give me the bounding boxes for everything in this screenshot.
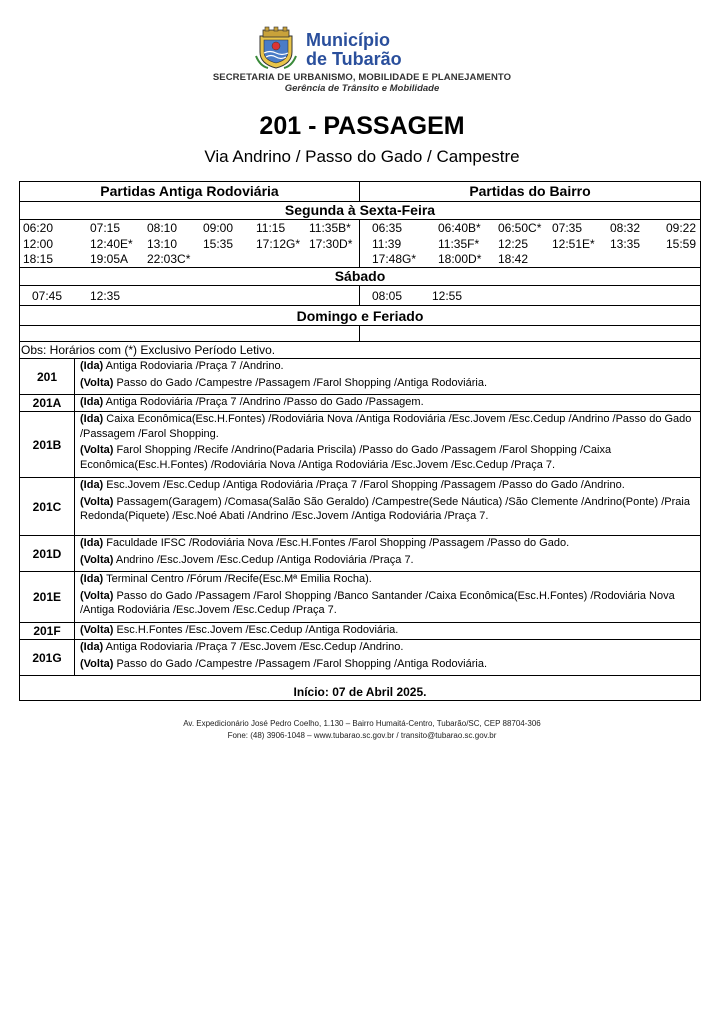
- time-cell: 22:03C*: [147, 252, 191, 266]
- sunday-times: [20, 326, 700, 342]
- time-cell: 09:00: [203, 221, 234, 235]
- page-footer: [0, 718, 724, 742]
- time-cell: 18:42: [498, 252, 529, 266]
- route-direction: (Volta): [80, 376, 114, 389]
- schedule-table: [19, 181, 701, 701]
- time-cell: 17:30D*: [309, 236, 353, 251]
- route-row: [20, 412, 700, 478]
- sunday-title: Domingo e Feriado: [20, 306, 700, 326]
- route-description: [80, 395, 696, 410]
- column-divider: [359, 220, 360, 267]
- route-stops: Esc.H.Fontes /Esc.Jovem /Esc.Cedup /Antiga Rodoviária.: [113, 624, 399, 636]
- time-cell: 17:12G*: [256, 236, 301, 251]
- time-cell: 11:35F*: [438, 236, 480, 251]
- time-cell: 08:10: [147, 221, 178, 235]
- route-stops: Passo do Gado /Passagem /Farol Shopping /Banco Santander /Caixa Econômica(Esc.H.Fontes) /Rodoviária Nova /Antiga Rodoviária /Esc.Jovem /Esc.Cedup /Praça 7.: [80, 589, 675, 616]
- time-cell: 15:59: [666, 236, 697, 251]
- route-row: [20, 478, 700, 536]
- table-header-row: [20, 182, 700, 202]
- route-line: [80, 657, 696, 672]
- route-direction: (Ida): [80, 641, 104, 653]
- time-cell: 12:55: [432, 289, 463, 303]
- weekday-title: Segunda à Sexta-Feira: [20, 202, 700, 220]
- route-direction: (Ida): [80, 537, 104, 549]
- time-cell: 12:40E*: [90, 236, 133, 251]
- route-stops: Antiga Rodoviária /Praça 7 /Andrino /Passo do Gado /Passagem.: [103, 396, 424, 408]
- time-cell: 19:05A: [90, 252, 129, 266]
- route-code: 201A: [20, 395, 75, 411]
- gerencia-title: Gerência de Trânsito e Mobilidade: [284, 83, 440, 94]
- route-direction: (Volta): [80, 657, 114, 670]
- route-code: 201G: [20, 640, 75, 675]
- time-cell: 12:35: [90, 289, 121, 303]
- route-line: [80, 553, 696, 568]
- route-row: [20, 640, 700, 676]
- saturday-title: Sábado: [20, 268, 700, 286]
- route-direction: (Ida): [80, 479, 104, 491]
- column-divider: [359, 286, 360, 305]
- route-stops: Terminal Centro /Fórum /Recife(Esc.Mª Emilia Rocha).: [103, 573, 372, 585]
- footer-address: Av. Expedicionário José Pedro Coelho, 1.130 – Bairro Humaitá-Centro, Tubarão/SC, CEP 88704-306: [183, 719, 541, 728]
- route-code: 201C: [20, 478, 75, 535]
- route-line: [80, 359, 696, 374]
- route-direction: (Volta): [80, 495, 114, 508]
- time-cell: 12:25: [498, 236, 529, 251]
- route-direction: (Ida): [80, 396, 104, 408]
- route-description: [80, 359, 696, 390]
- page-header: [0, 26, 724, 96]
- route-direction: (Volta): [80, 589, 114, 602]
- time-cell: 11:35B*: [309, 221, 351, 235]
- route-stops: Passo do Gado /Campestre /Passagem /Farol Shopping /Antiga Rodoviária.: [113, 376, 487, 389]
- route-line: [80, 412, 696, 441]
- route-description: [80, 478, 696, 524]
- route-stops: Farol Shopping /Recife /Andrino(Padaria Priscila) /Passo do Gado /Passagem /Farol Shopping /Caixa Econômica(Esc.H.Fontes) /Rodoviária Nova /Antiga Rodoviária /Esc.Jovem /Esc.Cedup /Praça 7.: [80, 444, 612, 471]
- route-line: [80, 376, 696, 391]
- time-cell: 11:15: [256, 221, 286, 235]
- route-description: [80, 412, 696, 472]
- time-cell: 07:35: [552, 221, 583, 235]
- route-line: [80, 495, 696, 524]
- weekday-times: [20, 220, 700, 268]
- route-stops: Passagem(Garagem) /Comasa(Salão São Geraldo) /Campestre(Sede Náutica) /São Clemente /Andrino(Ponte) /Praia Redonda(Piquete) /Esc.Noé Abati /Andrino /Esc.Jovem /Antiga Rodoviária /Praça 7.: [80, 495, 690, 522]
- route-line: [80, 443, 696, 472]
- municipio-name-line2: de Tubarão: [306, 49, 402, 69]
- route-stops: Faculdade IFSC /Rodoviária Nova /Esc.H.Fontes /Farol Shopping /Passagem /Passo do Gado.: [103, 537, 570, 549]
- col-right-header: Partidas do Bairro: [469, 183, 591, 199]
- time-cell: 09:22: [666, 221, 697, 235]
- time-cell: 06:50C*: [498, 221, 542, 235]
- time-cell: 18:15: [23, 252, 54, 266]
- time-cell: 07:45: [32, 289, 63, 303]
- route-code: 201: [20, 359, 75, 394]
- route-line: [80, 589, 696, 618]
- time-cell: 17:48G*: [372, 252, 417, 266]
- route-line: [80, 395, 696, 410]
- route-description: [80, 640, 696, 671]
- page-subtitle: Via Andrino / Passo do Gado / Campestre: [204, 147, 520, 166]
- time-cell: 08:05: [372, 289, 403, 303]
- time-cell: 12:51E*: [552, 236, 595, 251]
- route-stops: Antiga Rodoviaria /Praça 7 /Andrino.: [103, 360, 284, 372]
- route-stops: Caixa Econômica(Esc.H.Fontes) /Rodoviária Nova /Antiga Rodoviária /Esc.Jovem /Esc.Cedup /Andrino /Passo do Gado /Passagem /Farol Shopping.: [80, 413, 692, 440]
- route-row: [20, 395, 700, 412]
- time-cell: 06:40B*: [438, 221, 481, 235]
- route-row: [20, 359, 700, 395]
- route-code: 201E: [20, 572, 75, 622]
- route-direction: (Ida): [80, 413, 104, 425]
- time-cell: 06:35: [372, 221, 403, 235]
- column-divider: [359, 326, 360, 341]
- city-crest-icon: [254, 26, 298, 70]
- inicio-date: Início: 07 de Abril 2025.: [293, 685, 427, 699]
- route-line: [80, 640, 696, 655]
- route-direction: (Volta): [80, 624, 114, 636]
- route-line: [80, 623, 696, 638]
- route-code: 201D: [20, 536, 75, 571]
- time-cell: 13:10: [147, 236, 178, 251]
- time-cell: 07:15: [90, 221, 121, 235]
- route-code: 201F: [20, 623, 75, 639]
- route-description: [80, 572, 696, 618]
- saturday-times: [20, 286, 700, 306]
- route-description: [80, 536, 696, 567]
- route-direction: (Volta): [80, 553, 114, 566]
- municipio-name-line1: Município: [306, 30, 390, 50]
- time-cell: 06:20: [23, 221, 54, 235]
- route-stops: Passo do Gado /Campestre /Passagem /Farol Shopping /Antiga Rodoviária.: [113, 657, 487, 670]
- time-cell: 08:32: [610, 221, 641, 235]
- route-row: [20, 536, 700, 572]
- route-description: [80, 623, 696, 638]
- route-stops: Esc.Jovem /Esc.Cedup /Antiga Rodoviária /Praça 7 /Farol Shopping /Passagem /Passo do Gado /Andrino.: [103, 479, 625, 491]
- footer-contact: Fone: (48) 3906-1048 – www.tubarao.sc.gov.br / transito@tubarao.sc.gov.br: [227, 731, 497, 740]
- route-direction: (Volta): [80, 444, 114, 456]
- route-stops: Antiga Rodoviaria /Praça 7 /Esc.Jovem /Esc.Cedup /Andrino.: [103, 641, 404, 653]
- route-direction: (Ida): [80, 573, 104, 585]
- route-line: [80, 572, 696, 587]
- time-cell: 12:00: [23, 236, 54, 251]
- page-title: 201 - PASSAGEM: [259, 112, 465, 140]
- route-row: [20, 623, 700, 640]
- route-line: [80, 478, 696, 493]
- route-line: [80, 536, 696, 551]
- time-cell: 18:00D*: [438, 252, 482, 266]
- route-stops: Andrino /Esc.Jovem /Esc.Cedup /Antiga Rodoviária /Praça 7.: [113, 553, 414, 566]
- route-row: [20, 572, 700, 623]
- time-cell: 15:35: [203, 236, 234, 251]
- time-cell: 11:39: [372, 236, 402, 251]
- secretaria-title: SECRETARIA DE URBANISMO, MOBILIDADE E PLANEJAMENTO: [212, 72, 512, 83]
- col-left-header: Partidas Antiga Rodoviária: [100, 183, 279, 199]
- obs-note: Obs: Horários com (*) Exclusivo Período Letivo.: [20, 342, 700, 359]
- municipio-logo: [254, 26, 494, 70]
- time-cell: 13:35: [610, 236, 641, 251]
- route-direction: (Ida): [80, 360, 104, 372]
- route-code: 201B: [20, 412, 75, 477]
